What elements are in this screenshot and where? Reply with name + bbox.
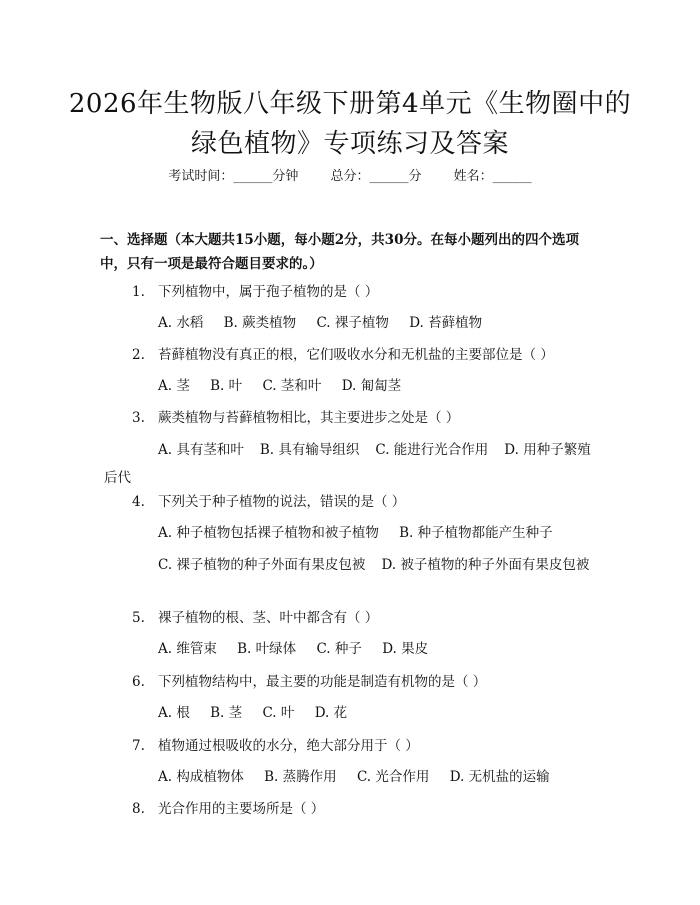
option: C. 光合作用 (356, 769, 430, 785)
question-text: 下列植物中，属于孢子植物的是（ ） (158, 284, 379, 300)
exam-info-line (0, 166, 700, 188)
question-number: 8. (132, 801, 145, 817)
option: A. 茎 (158, 378, 190, 394)
option: B. 种子植物都能产生种子 (399, 525, 553, 541)
question-number: 4. (132, 494, 145, 510)
option: C. 裸子植物 (316, 315, 389, 331)
option: B. 蒸腾作用 (264, 769, 337, 785)
question-options (158, 765, 566, 789)
option: A. 根 (158, 705, 190, 721)
option: D. 用种子繁殖后代 (104, 442, 591, 486)
option: D. 果皮 (382, 641, 429, 657)
question-number: 1. (132, 284, 145, 300)
exam-score-field: 总分：______分 (330, 169, 422, 184)
option: C. 茎和叶 (262, 378, 322, 394)
option: D. 被子植物的种子外面有果皮包被 (381, 557, 590, 573)
question-text: 蕨类植物与苔藓植物相比，其主要进步之处是（ ） (158, 410, 460, 426)
question-options (158, 311, 498, 335)
option: B. 叶绿体 (237, 641, 297, 657)
option: B. 具有输导组织 (259, 442, 360, 458)
document-title: 2026年生物版八年级下册第4单元《生物圈中的绿色植物》专项练习及答案 (68, 89, 632, 159)
option: D. 苔藓植物 (409, 315, 483, 331)
question-number: 6. (132, 674, 145, 690)
question-text: 植物通过根吸收的水分，绝大部分用于（ ） (158, 738, 419, 754)
question-options (104, 551, 596, 579)
option: C. 裸子植物的种子外面有果皮包被 (158, 557, 366, 573)
option: C. 能进行光合作用 (375, 442, 489, 458)
option: D. 无机盐的运输 (449, 769, 550, 785)
option: B. 茎 (210, 705, 243, 721)
question-text: 光合作用的主要场所是（ ） (158, 801, 325, 817)
question-text: 下列植物结构中，最主要的功能是制造有机物的是（ ） (158, 674, 487, 690)
option: A. 种子植物包括裸子植物和被子植物 (158, 525, 379, 541)
question-options (158, 521, 569, 545)
option: C. 种子 (316, 641, 362, 657)
question-text: 苔藓植物没有真正的根，它们吸收水分和无机盐的主要部位是（ ） (158, 347, 554, 363)
option: A. 构成植物体 (158, 769, 244, 785)
question-options (158, 701, 363, 725)
option: B. 蕨类植物 (223, 315, 297, 331)
exam-name-field: 姓名：______ (453, 169, 532, 184)
exam-time-field: 考试时间：______分钟 (168, 169, 299, 184)
option: A. 水稻 (158, 315, 204, 331)
question-number: 3. (132, 410, 145, 426)
option: B. 叶 (210, 378, 243, 394)
question-number: 5. (132, 610, 145, 626)
question-text: 下列关于种子植物的说法，错误的是（ ） (158, 494, 406, 510)
option: A. 具有茎和叶 (158, 442, 244, 458)
option: D. 花 (314, 705, 348, 721)
question-number: 2. (132, 347, 145, 363)
question-options (104, 436, 596, 492)
question-options (158, 637, 444, 661)
option: A. 维管束 (158, 641, 217, 657)
option: D. 匍匐茎 (341, 378, 402, 394)
option: C. 叶 (262, 705, 295, 721)
question-number: 7. (132, 738, 145, 754)
question-text: 裸子植物的根、茎、叶中都含有（ ） (158, 610, 379, 626)
section-heading: 一、选择题（本大题共15小题，每小题2分，共30分。在每小题列出的四个选项中，只有一项是最符合题目要求的。） (100, 232, 579, 272)
question-options (158, 374, 417, 398)
